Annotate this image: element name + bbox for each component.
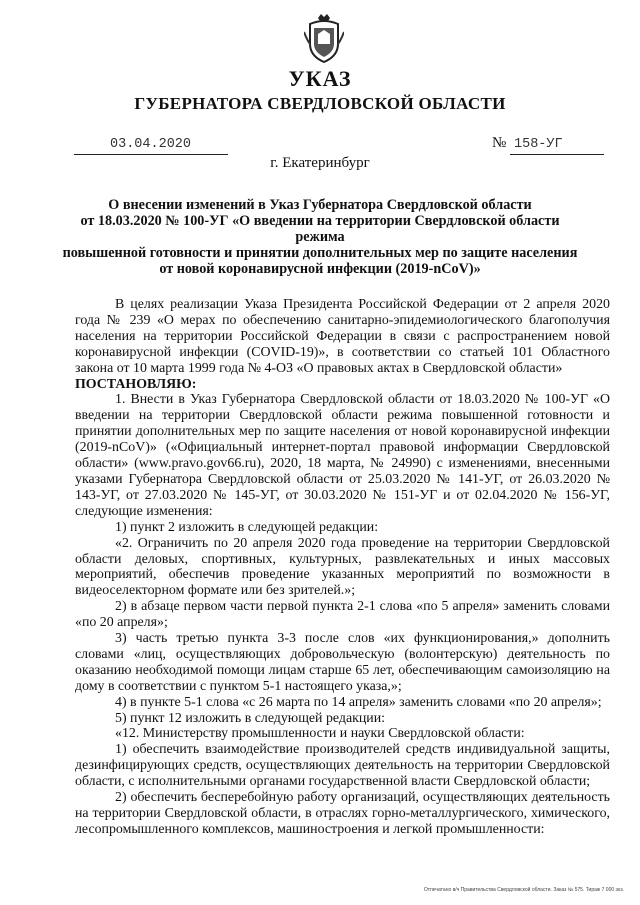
heading-line: О внесении изменений в Указ Губернатора Свердловской области — [108, 197, 532, 213]
resolve-word: ПОСТАНОВЛЯЮ: — [75, 376, 197, 392]
preamble-paragraph: В целях реализации Указа Президента Российской Федерации от 2 апреля 2020 года № 239 «О мерах по обеспечению санитарно-эпидемиологического благополучия населения на территории Российской Федерации в связи с распространением новой коронавирусной инфекции (COVID-19)», в соответствии со статьей 101 Областного закона от 10 марта 1999 года № 4-ОЗ «О правовых актах в Свердловской области» — [75, 297, 610, 376]
body-paragraph: «2. Ограничить по 20 апреля 2020 года проведение на территории Свердловской области деловых, спортивных, культурных, развлекательных и иных массовых мероприятий, обеспечив проведение указанных мероприятий по возможности в видеоселекторном формате или без зрителей.»; — [75, 535, 610, 599]
body-paragraph: 4) в пункте 5-1 слова «с 26 марта по 14 апреля» заменить словами «по 20 апреля»; — [115, 694, 602, 710]
body-paragraph: 3) часть третью пункта 3-3 после слов «их функционирования,» дополнить словами «лиц, осуществляющих добровольческую (волонтерскую) деятельность по оказанию необходимой помощи лицам старше 65 лет, обеспечивающим самоизоляцию на дому в соответствии с пунктом 5-1 настоящего указа,»; — [75, 631, 610, 694]
coat-of-arms-icon — [304, 14, 344, 64]
body-paragraph: 2) в абзаце первом части первой пункта 2-1 слова «по 5 апреля» заменить словами «по 20 апреля»; — [75, 599, 610, 631]
body-paragraph: «12. Министерству промышленности и науки Свердловской области: — [115, 726, 525, 742]
body-paragraph: 1. Внести в Указ Губернатора Свердловской области от 18.03.2020 № 100-УГ «О введении на территории Свердловской области режима повышенной готовности и принятии дополнительных мер по защите населения от новой коронавирусной инфекции (2019-nCoV)» («Официальный интернет-портал правовой информации Свердловской области» (www.pravo.gov66.ru), 2020, 18 марта, № 24990) с изменениями, внесенными указами Губернатора Свердловской области от 25.03.2020 № 141-УГ, от 26.03.2020 № 143-УГ, от 27.03.2020 № 145-УГ, от 30.03.2020 № 151-УГ и от 02.04.2020 № 156-УГ, следующие изменения: — [75, 392, 610, 519]
number-field — [510, 137, 604, 155]
body-paragraph: 2) обеспечить бесперебойную работу организаций, осуществляющих деятельность на территории Свердловской области, в отраслях горно-металлургического, химического, лесопромышленного комплексов, машиностроения и легкой промышленности: — [75, 790, 610, 837]
decree-heading — [60, 197, 580, 277]
number-sign: № — [492, 135, 507, 151]
heading-line: от новой коронавирусной инфекции (2019-nCoV)» — [159, 261, 481, 277]
decree-date: 03.04.2020 — [110, 137, 192, 152]
body-paragraph: 1) пункт 2 изложить в следующей редакции: — [115, 519, 379, 535]
print-note: Отпечатано в/ч Правительства Свердловской области. Заказ № 575. Тираж 7 000 экз. — [423, 887, 624, 893]
decree-title: УКАЗ — [288, 66, 352, 91]
decree-number: 158-УГ — [514, 137, 563, 152]
heading-line: от 18.03.2020 № 100-УГ «О введении на территории Свердловской области режима — [80, 213, 560, 245]
decree-body — [75, 297, 610, 838]
body-paragraph: 1) обеспечить взаимодействие производителей средств индивидуальной защиты, дезинфицирующих средств, осуществляющих деятельность на территории Свердловской области, с исполнительными органами государственной власти Свердловской области; — [75, 742, 610, 790]
decree-subtitle: ГУБЕРНАТОРА СВЕРДЛОВСКОЙ ОБЛАСТИ — [134, 94, 506, 113]
date-field — [74, 137, 228, 155]
heading-line: повышенной готовности и принятии дополнительных мер по защите населения — [62, 245, 578, 261]
body-paragraph: 5) пункт 12 изложить в следующей редакции: — [115, 710, 386, 726]
city-name: г. Екатеринбург — [270, 155, 370, 171]
